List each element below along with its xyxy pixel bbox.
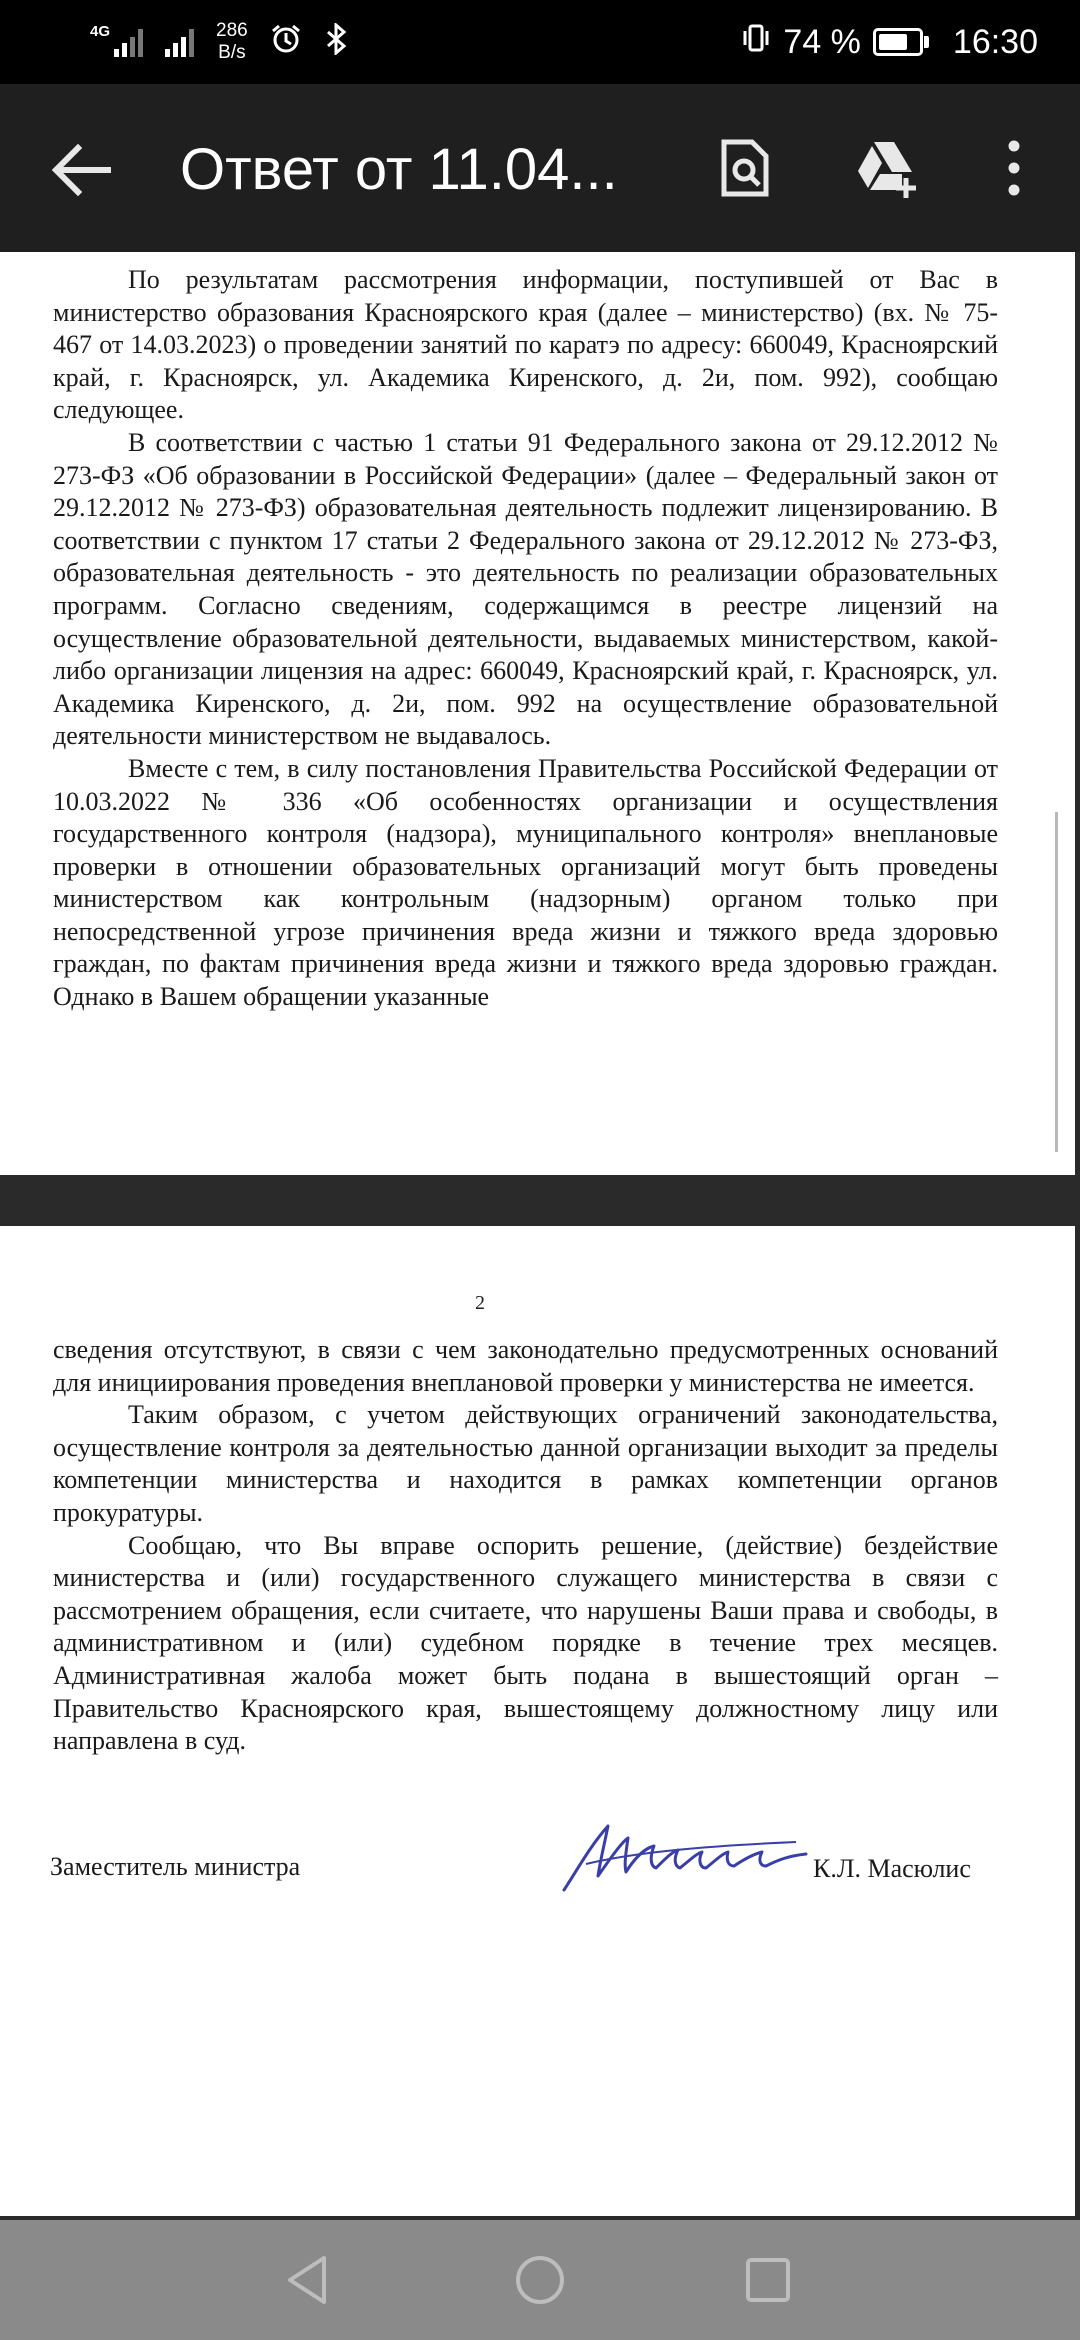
paragraph: Сообщаю, что Вы вправе оспорить решение, (действие) бездействие министерства и (или) государственного служащего министерства в связи с рассмотрением обращения, если считаете, что нарушены Ваши права и свободы, в административном и (или) судебном порядке в течение трех месяцев. Административная жалоба может быть подана в вышестоящий орган – Правительство Красноярского края, вышестоящему должностному лицу или направлена в суд.	[53, 1530, 998, 1756]
signer-name: К.Л. Масюлис	[813, 1854, 971, 1883]
signer-role: Заместитель министра	[50, 1852, 301, 1881]
signal-strength-icon-2	[165, 27, 194, 57]
paragraph: В соответствии с частью 1 статьи 91 Федерального закона от 29.12.2012 № 273-ФЗ «Об образовании в Российской Федерации» (далее – Федеральный закон от 29.12.2012 № 273-ФЗ) образовательная деятельность подлежит лицензированию. В соответствии с пунктом 17 статьи 2 Федерального закона от 29.12.2012 № 273-ФЗ, образовательная деятельность - это деятельность по реализации образовательных программ. Согласно сведениям, содержащимся в реестре лицензий на осуществление образовательной деятельности, выдаваемых министерством, какой-либо организации лицензия на адрес: 660049, Красноярский край, г. Красноярск, ул. Академика Киренского, д. 2и, пом. 992 на осуществление образовательной деятельности министерством не выдавалось.	[53, 427, 998, 751]
signal-strength-icon-1	[114, 27, 143, 57]
network-type-label: 4G	[90, 23, 111, 40]
network-speed-unit: B/s	[218, 42, 246, 63]
status-right	[741, 16, 1038, 68]
page-edge-shadow	[1055, 812, 1058, 1152]
arrow-left-icon	[46, 138, 116, 202]
document-title: Ответ от 11.04...	[180, 137, 618, 202]
circle-home-icon	[510, 2250, 570, 2310]
back-button[interactable]	[46, 138, 116, 202]
page2-body	[53, 1334, 998, 1758]
more-vertical-icon	[986, 132, 1042, 204]
document-page-1[interactable]	[0, 252, 1075, 1175]
page-number: 2	[475, 1292, 485, 1314]
find-in-page-icon	[708, 132, 780, 204]
bluetooth-icon	[324, 23, 348, 61]
document-page-2[interactable]	[0, 1226, 1075, 2216]
more-options-button[interactable]	[986, 132, 1042, 204]
vibrate-icon	[741, 22, 771, 63]
paragraph: По результатам рассмотрения информации, поступившей от Вас в министерство образования Красноярского края (далее – министерство) (вх. № 75-467 от 14.03.2023) о проведении занятий по каратэ по адресу: 660049, Красноярский край, г. Красноярск, ул. Академика Киренского, д. 2и, пом. 992), сообщаю следующее.	[53, 265, 998, 425]
network-speed-value: 286	[216, 20, 248, 41]
square-recents-icon	[738, 2250, 798, 2310]
add-to-drive-button[interactable]	[850, 132, 922, 204]
nav-back-button[interactable]	[278, 2250, 338, 2310]
clock: 16:30	[952, 22, 1038, 61]
alarm-icon	[270, 23, 302, 61]
status-left	[90, 18, 348, 66]
battery-percent: 74 %	[783, 22, 861, 61]
app-bar	[0, 84, 1080, 252]
find-in-document-button[interactable]	[708, 132, 780, 204]
google-drive-add-icon	[850, 132, 922, 204]
page1-body	[53, 264, 998, 1014]
status-bar	[0, 0, 1080, 84]
paragraph: Таким образом, с учетом действующих ограничений законодательства, осуществление контроля за деятельностью данной организации выходит за пределы компетенции министерства и находится в рамках компетенции органов прокуратуры.	[53, 1400, 998, 1527]
battery-fill	[879, 34, 907, 50]
paragraph: сведения отсутствуют, в связи с чем законодательно предусмотренных оснований для инициирования проведения внеплановой проверки у министерства не имеется.	[53, 1335, 998, 1397]
system-navigation-bar	[0, 2220, 1080, 2340]
battery-icon	[873, 28, 923, 56]
handwritten-signature	[556, 1812, 816, 1896]
paragraph: Вместе с тем, в силу постановления Правительства Российской Федерации от 10.03.2022 № 336 «Об особенностях организации и осуществления государственного контроля (надзора), муниципального контроля» внеплановые проверки в отношении образовательных организаций могут быть проведены министерством как контрольным (надзорным) органом только при непосредственной угрозе причинения вреда жизни и тяжкого вреда здоровью граждан, по фактам причинения вреда жизни и тяжкого вреда здоровью граждан. Однако в Вашем обращении указанные	[53, 753, 998, 1012]
network-speed	[216, 20, 248, 64]
nav-home-button[interactable]	[510, 2250, 570, 2310]
triangle-back-icon	[278, 2250, 338, 2310]
nav-recents-button[interactable]	[738, 2250, 798, 2310]
